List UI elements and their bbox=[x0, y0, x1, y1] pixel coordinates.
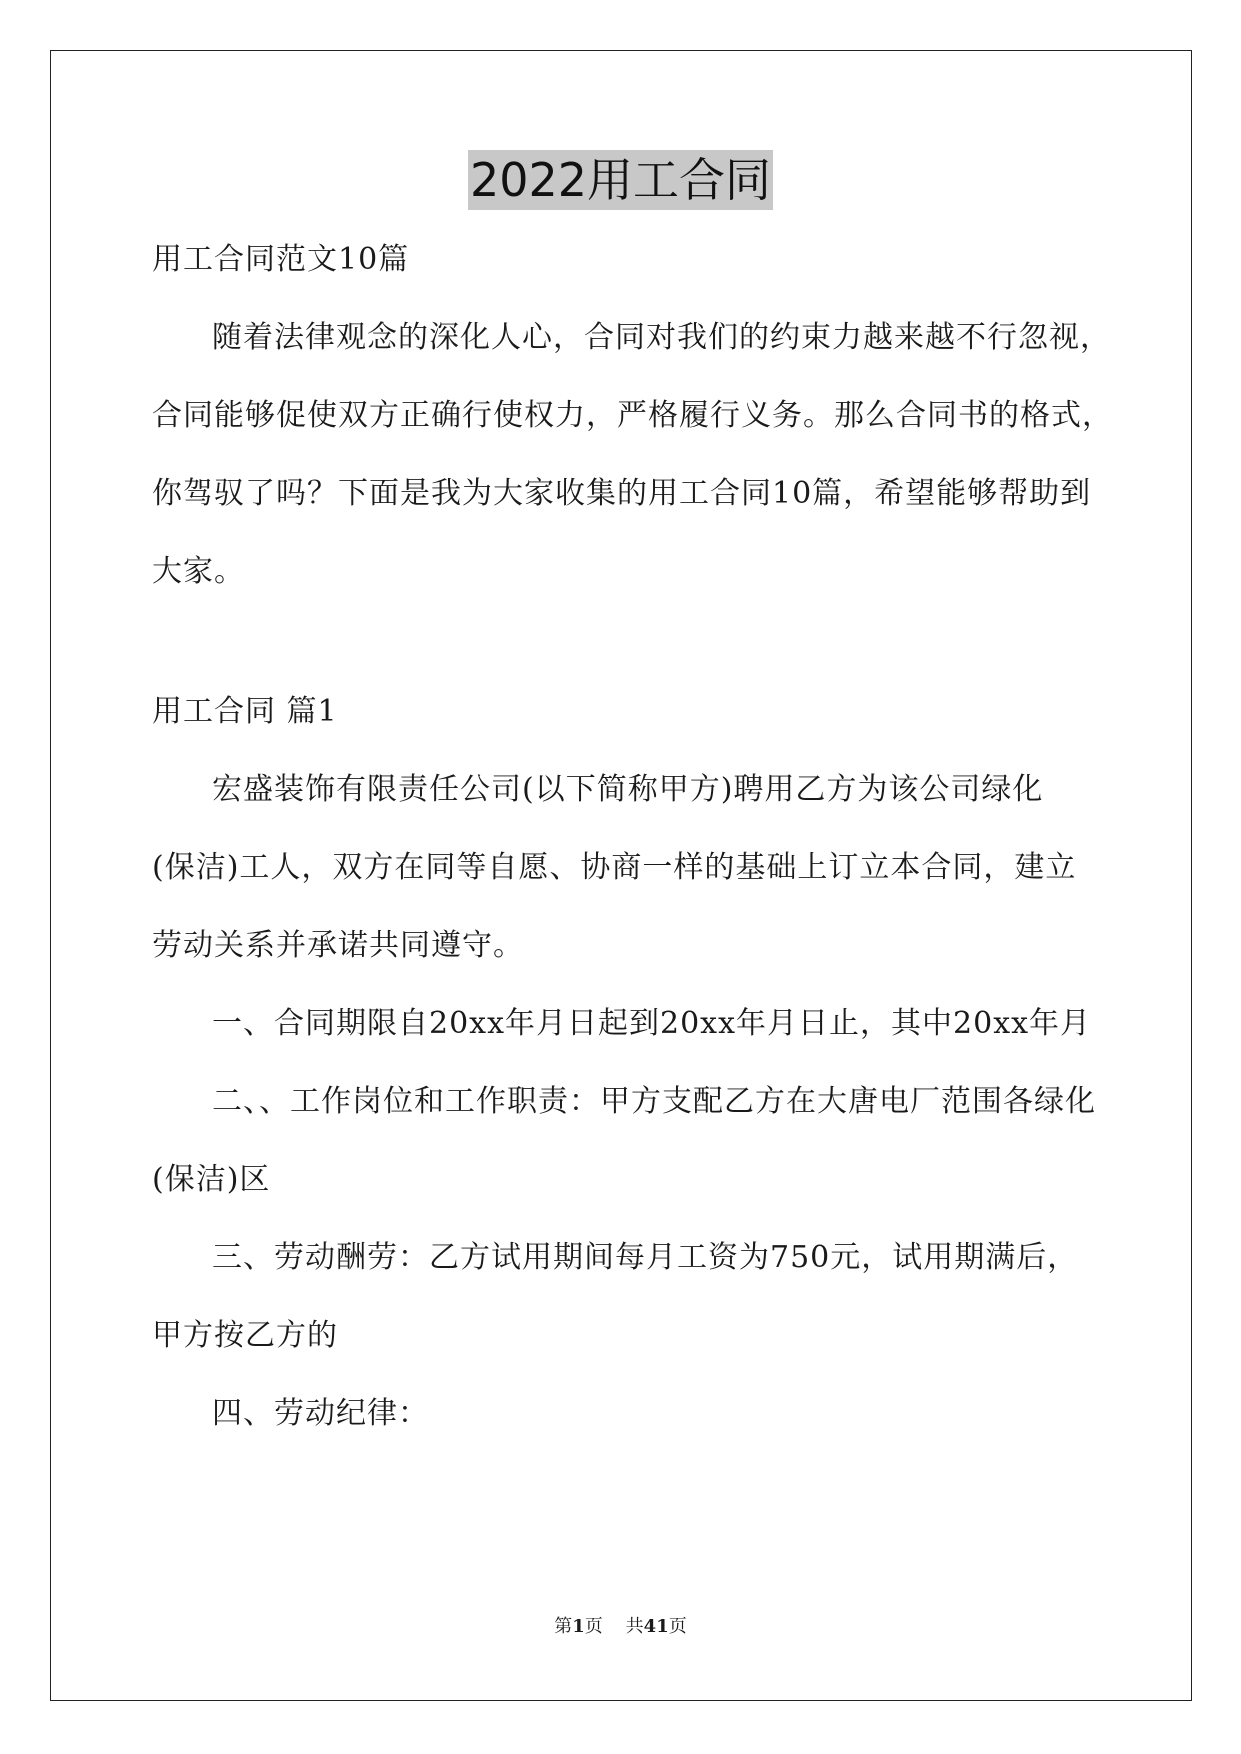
body-line: 随着法律观念的深化人心，合同对我们的约束力越来越不行忽视， bbox=[212, 320, 1111, 355]
page-footer bbox=[0, 1615, 1241, 1639]
clause-line: 三、劳动酬劳：乙方试用期间每月工资为750元，试用期满后， bbox=[212, 1240, 1079, 1275]
total-pages: 41 bbox=[643, 1616, 669, 1637]
body-line: (保洁)区 bbox=[152, 1162, 271, 1197]
clause-line: 二、、工作岗位和工作职责：甲方支配乙方在大唐电厂范围各绿化 bbox=[212, 1084, 1096, 1119]
body-line: 大家。 bbox=[152, 554, 245, 589]
section-heading: 用工合同 篇1 bbox=[152, 694, 338, 729]
clause-line: 一、合同期限自20xx年月日起到20xx年月日止，其中20xx年月 bbox=[212, 1006, 1092, 1041]
page-label-prefix: 第 bbox=[554, 1616, 573, 1637]
body-line: (保洁)工人，双方在同等自愿、协商一样的基础上订立本合同，建立 bbox=[152, 850, 1077, 885]
body-line: 甲方按乙方的 bbox=[152, 1318, 338, 1353]
page-label-suffix: 页 bbox=[584, 1616, 603, 1637]
total-suffix: 页 bbox=[668, 1616, 687, 1637]
document-title: 2022用工合同 bbox=[468, 150, 773, 210]
body-line: 你驾驭了吗？下面是我为大家收集的用工合同10篇，希望能够帮助到 bbox=[152, 476, 1092, 511]
title-container bbox=[0, 150, 1241, 210]
body-line: 劳动关系并承诺共同遵守。 bbox=[152, 928, 524, 963]
body-line: 合同能够促使双方正确行使权力，严格履行义务。那么合同书的格式， bbox=[152, 398, 1113, 433]
total-prefix: 共 bbox=[625, 1616, 644, 1637]
subtitle-line: 用工合同范文10篇 bbox=[152, 242, 410, 277]
clause-line: 四、劳动纪律： bbox=[212, 1396, 429, 1431]
page-number: 1 bbox=[572, 1616, 585, 1637]
body-line: 宏盛装饰有限责任公司(以下简称甲方)聘用乙方为该公司绿化 bbox=[212, 772, 1044, 807]
